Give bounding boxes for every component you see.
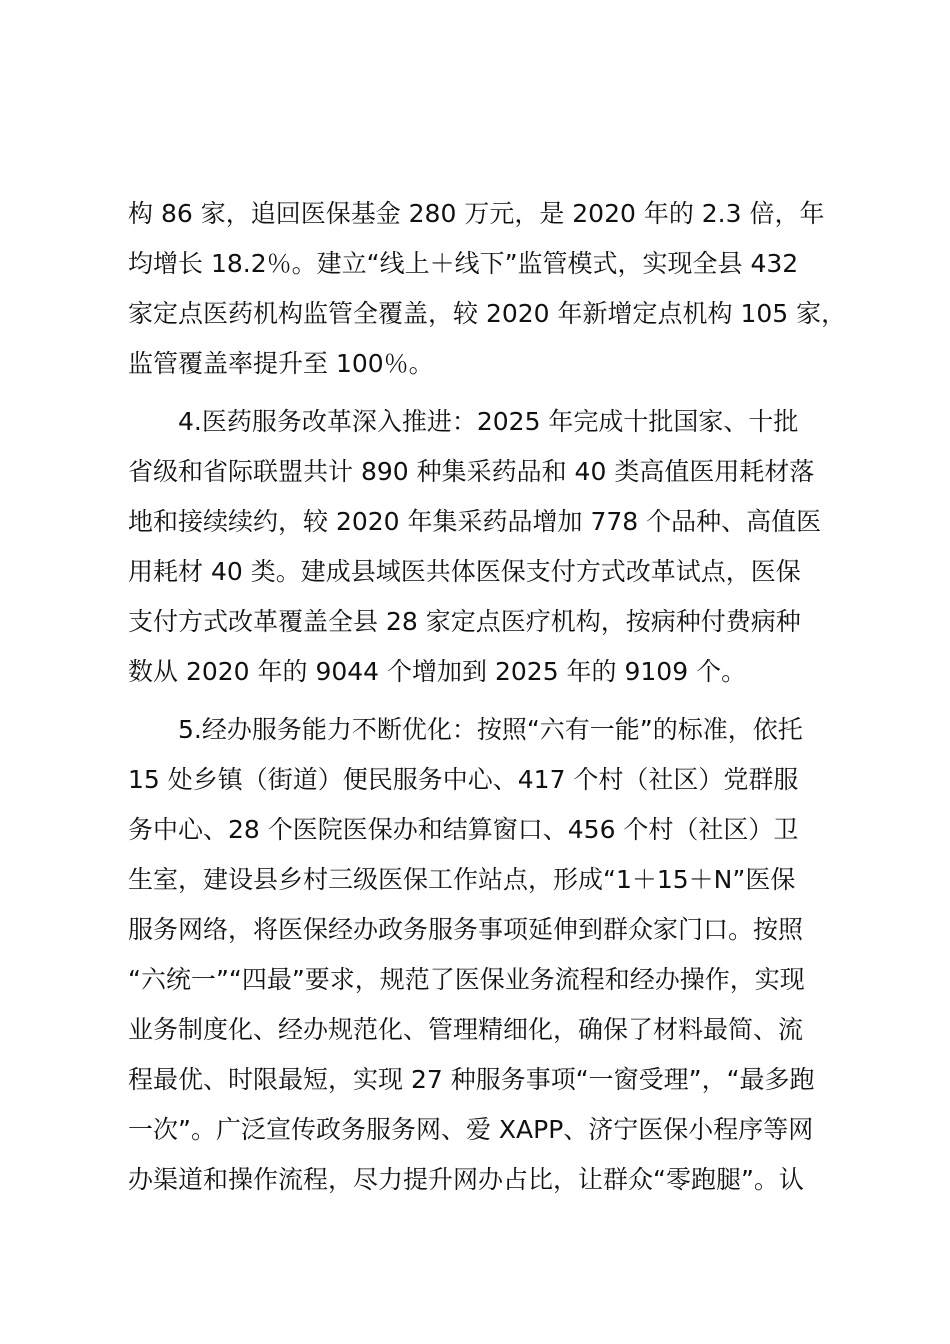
text-line: 生室，建设县乡村三级医保工作站点，形成“1＋15＋N”医保	[128, 865, 796, 894]
text-line: 业务制度化、经办规范化、管理精细化，确保了材料最简、流	[128, 1015, 804, 1044]
text-line: 15 处乡镇（街道）便民服务中心、417 个村（社区）党群服	[128, 765, 799, 794]
text-line: 数从 2020 年的 9044 个增加到 2025 年的 9109 个。	[128, 657, 747, 686]
text-line: 一次”。广泛宣传政务服务网、爱 XAPP、济宁医保小程序等网	[128, 1115, 814, 1144]
text-line: 省级和省际联盟共计 890 种集采药品和 40 类高值医用耗材落	[128, 457, 815, 486]
text-line: 用耗材 40 类。建成县域医共体医保支付方式改革试点，医保	[128, 557, 801, 586]
text-line: 构 86 家，追回医保基金 280 万元，是 2020 年的 2.3 倍，年	[128, 199, 825, 228]
text-line: 务中心、28 个医院医保办和结算窗口、456 个村（社区）卫	[128, 815, 799, 844]
text-line: 支付方式改革覆盖全县 28 家定点医疗机构，按病种付费病种	[128, 607, 801, 636]
paragraph-5-start: 5.经办服务能力不断优化：按照“六有一能”的标准，依托	[178, 715, 803, 744]
paragraph-4-start: 4.医药服务改革深入推进：2025 年完成十批国家、十批	[178, 407, 799, 436]
text-line: 家定点医药机构监管全覆盖，较 2020 年新增定点机构 105 家，	[128, 299, 847, 328]
text-line: 办渠道和操作流程，尽力提升网办占比，让群众“零跑腿”。认	[128, 1165, 804, 1194]
text-line: 监管覆盖率提升至 100％。	[128, 349, 434, 378]
text-line: 程最优、时限最短，实现 27 种服务事项“一窗受理”，“最多跑	[128, 1065, 815, 1094]
text-line: 均增长 18.2％。建立“线上＋线下”监管模式，实现全县 432	[128, 249, 799, 278]
text-line: 服务网络，将医保经办政务服务事项延伸到群众家门口。按照	[128, 915, 804, 944]
text-line: 地和接续续约，较 2020 年集采药品增加 778 个品种、高值医	[128, 507, 822, 536]
text-line: “六统一”“四最”要求，规范了医保业务流程和经办操作，实现	[128, 965, 805, 994]
